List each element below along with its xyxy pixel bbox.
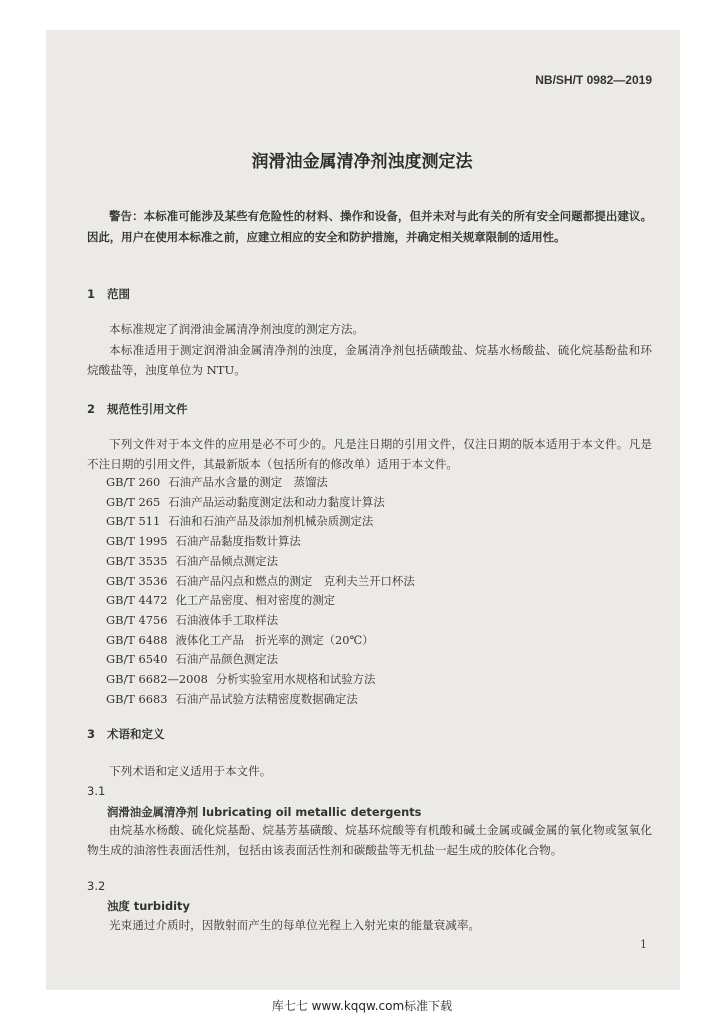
- reference-code: GB/T 6488: [106, 632, 168, 647]
- reference-code: GB/T 265: [106, 494, 161, 509]
- section-1-heading: [87, 286, 130, 302]
- download-footer: 库七七 www.kqqw.com标准下载: [271, 999, 453, 1013]
- reference-code: GB/T 4756: [106, 612, 168, 627]
- section-2-heading: [87, 401, 188, 417]
- reference-name: 石油产品颜色测定法: [175, 652, 279, 667]
- reference-item: [106, 611, 415, 631]
- term-number: 3.1: [87, 784, 106, 798]
- reference-code: GB/T 6540: [106, 652, 168, 667]
- reference-name: 石油产品运动黏度测定法和动力黏度计算法: [168, 494, 385, 509]
- page-number: 1: [640, 938, 647, 951]
- section-1-number: 1: [87, 287, 96, 301]
- reference-item: [106, 650, 415, 670]
- reference-item: [106, 631, 415, 651]
- reference-name: 石油液体手工取样法: [175, 612, 279, 627]
- reference-name: 分析实验室用水规格和试验方法: [215, 672, 376, 687]
- section-2-number: 2: [87, 402, 96, 416]
- term-definition: 光束通过介质时，因散射而产生的每单位光程上入射光束的能量衰减率。: [109, 918, 481, 932]
- section-3-intro: 下列术语和定义适用于本文件。: [109, 764, 272, 778]
- term-definition: 由烷基水杨酸、硫化烷基酚、烷基芳基磺酸、烷基环烷酸等有机酸和碱土金属或碱金属的氧化物或氢氧化物生成的油溶性表面活性剂，包括由该表面活性剂和碳酸盐等无机盐一起生成的胶体化合物。: [87, 823, 652, 857]
- reference-code: GB/T 3536: [106, 573, 168, 588]
- warning-paragraph: 警告：本标准可能涉及某些有危险性的材料、操作和设备，但并未对与此有关的所有安全问题都提出建议。因此，用户在使用本标准之前，应建立相应的安全和防护措施，并确定相关规章限制的适用性。: [87, 209, 652, 244]
- term-name: 润滑油金属清净剂 lubricating oil metallic detergents: [107, 805, 422, 819]
- reference-item: [106, 591, 415, 611]
- reference-name: 石油和石油产品及添加剂机械杂质测定法: [168, 514, 374, 529]
- reference-item: [106, 532, 415, 552]
- document-title: 润滑油金属清净剂浊度测定法: [251, 152, 473, 172]
- term-number: 3.2: [87, 879, 106, 893]
- reference-item: [106, 552, 415, 572]
- section-3-heading: [87, 726, 165, 742]
- reference-name: 液体化工产品 折光率的测定（20℃）: [175, 632, 374, 647]
- term-name: 浊度 turbidity: [107, 899, 190, 913]
- reference-code: GB/T 260: [106, 475, 161, 489]
- reference-item: [106, 473, 415, 493]
- reference-code: GB/T 6682—2008: [106, 672, 208, 687]
- reference-name: 石油产品黏度指数计算法: [175, 534, 301, 549]
- section-2-title: 规范性引用文件: [107, 402, 188, 416]
- reference-code: GB/T 3535: [106, 553, 168, 568]
- reference-item: [106, 690, 415, 710]
- section-1-paragraph-2: 本标准适用于测定润滑油金属清净剂的浊度，金属清净剂包括磺酸盐、烷基水杨酸盐、硫化烷基酚盐和环烷酸盐等，浊度单位为 NTU。: [87, 343, 652, 377]
- reference-code: GB/T 6683: [106, 691, 168, 706]
- section-2-intro: 下列文件对于本文件的应用是必不可少的。凡是注日期的引用文件，仅注日期的版本适用于本文件。凡是不注日期的引用文件，其最新版本（包括所有的修改单）适用于本文件。: [87, 437, 652, 471]
- section-3-title: 术语和定义: [107, 727, 165, 741]
- reference-code: GB/T 4472: [106, 593, 168, 608]
- reference-name: 石油产品水含量的测定 蒸馏法: [168, 475, 328, 489]
- section-1-paragraph-1: 本标准规定了润滑油金属清净剂浊度的测定方法。: [109, 322, 365, 336]
- reference-code: GB/T 1995: [106, 534, 168, 549]
- standard-code: NB/SH/T 0982—2019: [535, 73, 652, 87]
- reference-code: GB/T 511: [106, 514, 161, 529]
- reference-item: [106, 512, 415, 532]
- reference-name: 化工产品密度、相对密度的测定: [175, 593, 335, 608]
- reference-name: 石油产品试验方法精密度数据确定法: [175, 691, 358, 706]
- reference-item: [106, 493, 415, 513]
- section-3-number: 3: [87, 727, 96, 741]
- reference-name: 石油产品闪点和燃点的测定 克利夫兰开口杯法: [175, 573, 415, 588]
- section-1-title: 范围: [107, 287, 130, 301]
- reference-item: [106, 572, 415, 592]
- reference-item: [106, 670, 415, 690]
- reference-name: 石油产品倾点测定法: [175, 553, 279, 568]
- reference-list: [106, 473, 415, 709]
